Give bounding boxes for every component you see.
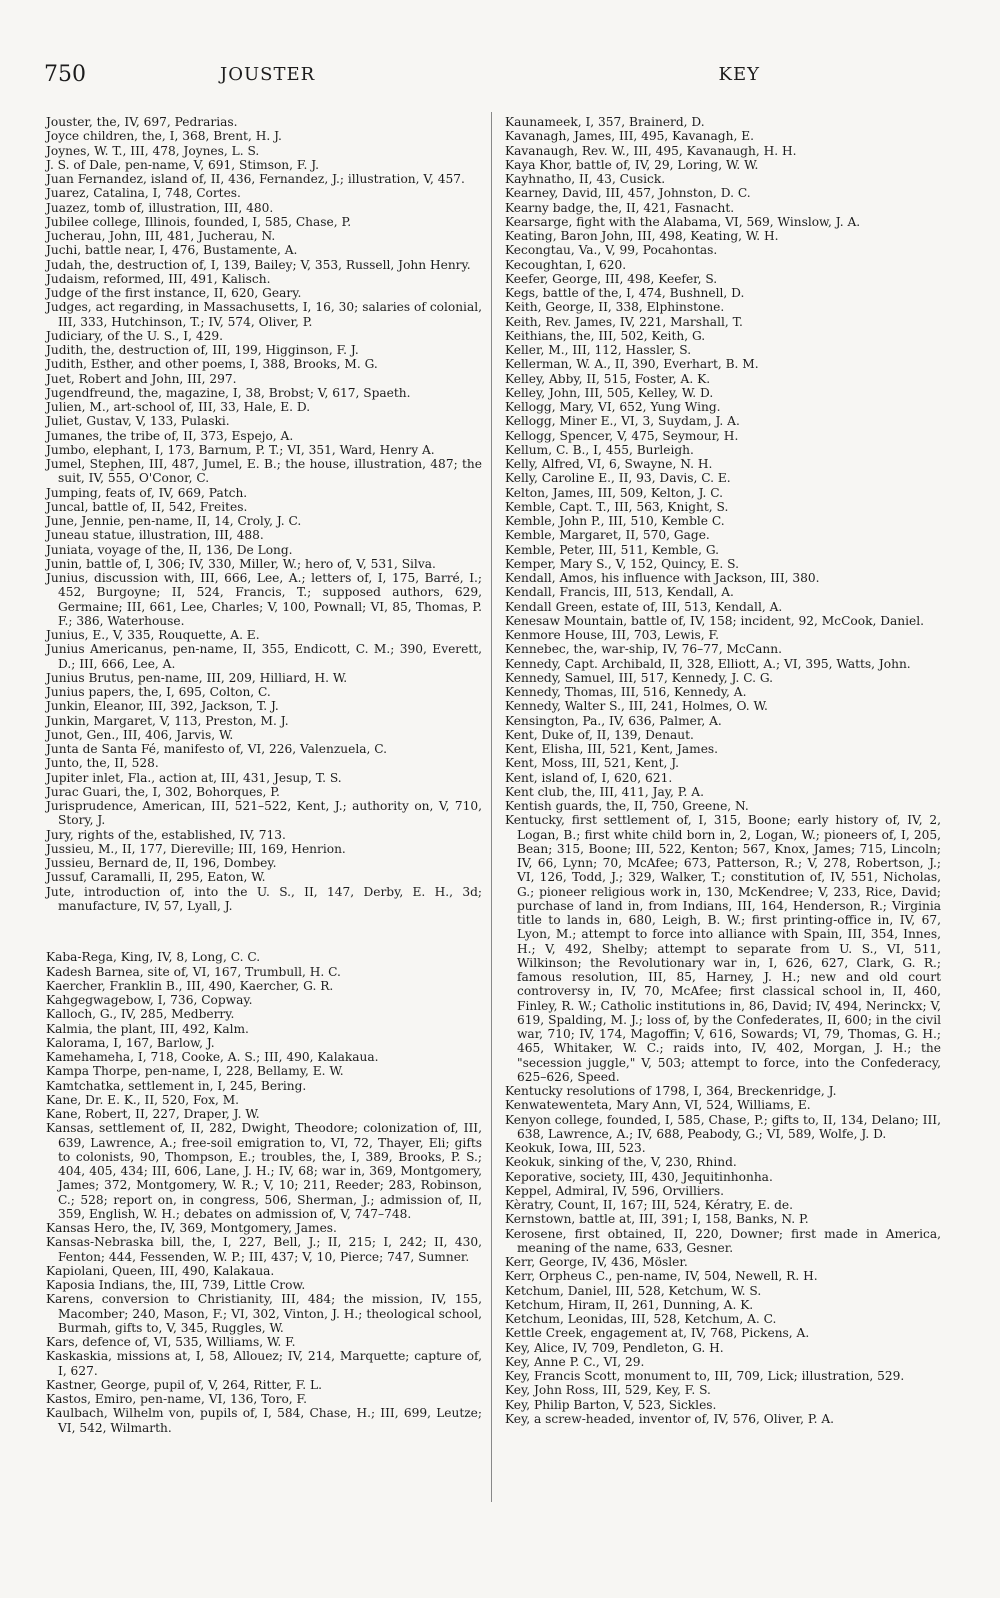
index-entry: Kent, Duke of, II, 139, Denaut. [505, 727, 694, 742]
index-entry: Karens, conversion to Christianity, III, 484; the mission, IV, 155, Macomber; 240, Mason, F.; VI, 302, Vinton, J. H.; theological school, Burmah, gifts to, V, 345, Ruggles, W. [46, 1292, 482, 1335]
index-entry: Kampa Thorpe, pen-name, I, 228, Bellamy, E. W. [46, 1064, 344, 1079]
index-entry: Jupiter inlet, Fla., action at, III, 431, Jesup, T. S. [46, 770, 342, 785]
index-entry: J. S. of Dale, pen-name, V, 691, Stimson, F. J. [46, 157, 320, 172]
index-entry: Kent club, the, III, 411, Jay, P. A. [505, 784, 704, 799]
index-entry: Kemble, Margaret, II, 570, Gage. [505, 528, 710, 543]
index-entry: Kerosene, first obtained, II, 220, Downer; first made in America, meaning of the name, 633, Gesner. [505, 1226, 941, 1255]
index-entry: Kansas, settlement of, II, 282, Dwight, Theodore; colonization of, III, 639, Lawrence, A.; free-soil emigration to, VI, 72, Thayer, Eli; gifts to colonists, 90, Thompson, E.; troubles, the, I, 389, Brooks, P. S.; 404, 405, 434; III, 606, Lane, J. H.; IV, 68; war in, 369, Montgomery, James; 372, Montgomery, W. R.; V, 10; 211, Reeder; 283, Robinson, C.; 528; report on, in congress, 506, Sherman, J.; admission of, II, 359, English, W. H.; debates on admission of, V, 747–748. [46, 1121, 482, 1221]
index-entry: Key, Philip Barton, V, 523, Sickles. [505, 1397, 717, 1412]
index-entry: Kemble, John P., III, 510, Kemble C. [505, 514, 725, 528]
index-entry: Kentucky, first settlement of, I, 315, Boone; early history of, IV, 2, Logan, B.; first white child born in, 2, Logan, W.; pioneers of, I, 205, Bean; 315, Boone; III, 522, Kenton; 567, Knox, James; 715, Lincoln; IV, 66, Lynn; 70, McAfee; 673, Patterson, R.; V, 278, Robertson, J.; VI, 126, Todd, J.; 329, Walker, T.; constitution of, IV, 551, Nicholas, G.; pioneer religious work in, 130, McKendree; V, 233, Rice, David; purchase of land in, from Indians, III, 164, Henderson, R.; Virginia title to lands in, 680, Leigh, B. W.; first printing-office in, IV, 67, Lyon, M.; attempt to force into alliance with Spain, III, 354, Innes, H.; V, 492, Shelby; attempt to separate from U. S., VI, 511, Wilkinson; the Revolutionary war in, I, 626, 627, Clark, G. R.; famous resolution, III, 85, Harney, J. H.; new and old court controversy in, IV, 70, McAfee; first classical school in, II, 460, Finley, R. W.; Catholic institutions in, 86, David; IV, 494, Nerinckx; V, 619, Spalding, M. J.; loss of, by the Confederates, II, 600; in the civil war, 710; IV, 174, Magoffin; V, 616, Sowards; VI, 79, Thomas, G. H.; 465, Whitaker, W. C.; raids into, IV, 402, Morgan, J. H.; the "secession juggle," V, 503; attempt to force, into the Confederacy, 625–626, Speed. [505, 813, 941, 1084]
index-entry: Kalmia, the plant, III, 492, Kalm. [46, 1021, 249, 1036]
index-entry: Jubilee college, Illinois, founded, I, 585, Chase, P. [46, 214, 352, 229]
index-entry: Kettle Creek, engagement at, IV, 768, Pickens, A. [505, 1326, 810, 1341]
index-entry: Kentucky resolutions of 1798, I, 364, Breckenridge, J. [505, 1084, 837, 1098]
index-entry: Kellogg, Spencer, V, 475, Seymour, H. [505, 428, 739, 443]
index-entry: Julien, M., art-school of, III, 33, Hale, E. D. [46, 400, 311, 414]
index-entry: Jumping, feats of, IV, 669, Patch. [46, 485, 248, 500]
index-entry: June, Jennie, pen-name, II, 14, Croly, J. C. [46, 514, 302, 528]
index-entry: Kecongtau, Va., V, 99, Pocahontas. [505, 243, 718, 258]
index-entry: Jussuf, Caramalli, II, 295, Eaton, W. [46, 870, 266, 885]
section-gap [46, 925, 482, 938]
index-entry: Judith, Esther, and other poems, I, 388, Brooks, M. G. [46, 357, 378, 372]
index-entry: Keefer, George, III, 498, Keefer, S. [505, 271, 718, 286]
index-entry: Kalorama, I, 167, Barlow, J. [46, 1035, 215, 1050]
index-entry: Kendall, Francis, III, 513, Kendall, A. [505, 585, 734, 600]
index-entry: Ketchum, Leonidas, III, 528, Ketchum, A. C. [505, 1312, 777, 1326]
index-entry: Juan Fernandez, island of, II, 436, Fernandez, J.; illustration, V, 457. [46, 172, 465, 186]
index-entry: Kaya Khor, battle of, IV, 29, Loring, W. W. [505, 157, 759, 172]
index-entry: Kadesh Barnea, site of, VI, 167, Trumbull, H. C. [46, 964, 341, 979]
index-entry: Kent, Moss, III, 521, Kent, J. [505, 756, 680, 771]
index-entry: Kayhnatho, II, 43, Cusick. [505, 172, 666, 186]
index-entry: Kentish guards, the, II, 750, Greene, N. [505, 799, 749, 813]
index-entry: Judiciary, of the U. S., I, 429. [46, 328, 223, 343]
index-entry: Kalloch, G., IV, 285, Medberry. [46, 1007, 235, 1022]
index-entry: Kaunameek, I, 357, Brainerd, D. [505, 115, 705, 129]
index-entry: Juchi, battle near, I, 476, Bustamente, A. [46, 243, 298, 258]
index-entry: Jumel, Stephen, III, 487, Jumel, E. B.; the house, illustration, 487; the suit, IV, 555, O'Conor, C. [46, 457, 482, 486]
index-entry: Keith, George, II, 338, Elphinstone. [505, 300, 725, 315]
index-entry: Kennedy, Thomas, III, 516, Kennedy, A. [505, 685, 747, 699]
index-entry: Junius Brutus, pen-name, III, 209, Hilliard, H. W. [46, 670, 348, 685]
index-entry: Keating, Baron John, III, 498, Keating, W. H. [505, 229, 779, 243]
index-entry: Kendall, Amos, his influence with Jackson, III, 380. [505, 571, 820, 585]
index-entry: Keithians, the, III, 502, Keith, G. [505, 328, 706, 343]
index-entry: Kenmore House, III, 703, Lewis, F. [505, 628, 719, 642]
index-entry: Kellerman, W. A., II, 390, Everhart, B. M. [505, 357, 759, 372]
index-entry: Kernstown, battle at, III, 391; I, 158, Banks, N. P. [505, 1212, 809, 1227]
index-entry: Judge of the first instance, II, 620, Geary. [46, 286, 302, 300]
index-entry: Judges, act regarding, in Massachusetts, I, 16, 30; salaries of colonial, III, 333, Hutchinson, T.; IV, 574, Oliver, P. [46, 300, 482, 329]
index-entry: Kendall Green, estate of, III, 513, Kendall, A. [505, 599, 783, 614]
index-entry: Junto, the, II, 528. [46, 756, 159, 771]
index-entry: Kent, island of, I, 620, 621. [505, 770, 673, 785]
index-entry: Kemble, Capt. T., III, 563, Knight, S. [505, 499, 729, 514]
index-entry: Kearny badge, the, II, 421, Fasnacht. [505, 200, 735, 215]
index-entry: Junius, discussion with, III, 666, Lee, A.; letters of, I, 175, Barré, I.; 452, Burgoyne; II, 524, Francis, T.; supposed authors, 629, Germaine; III, 661, Lee, Charles; V, 100, Pownall; VI, 85, Thomas, P. F.; 386, Waterhouse. [46, 571, 482, 628]
column-divider [491, 112, 492, 1502]
index-entry: Kavanaugh, Rev. W., III, 495, Kavanaugh, H. H. [505, 143, 797, 158]
index-entry: Jussieu, Bernard de, II, 196, Dombey. [46, 856, 277, 870]
index-entry: Kelton, James, III, 509, Kelton, J. C. [505, 485, 724, 500]
index-entry: Jury, rights of the, established, IV, 713. [46, 827, 286, 842]
index-entry: Kastos, Emiro, pen-name, VI, 136, Toro, F. [46, 1392, 307, 1407]
index-entry: Kansas Hero, the, IV, 369, Montgomery, James. [46, 1221, 337, 1236]
index-entry: Kemper, Mary S., V, 152, Quincy, E. S. [505, 556, 739, 571]
index-entry: Junin, battle of, I, 306; IV, 330, Miller, W.; hero of, V, 531, Silva. [46, 556, 436, 571]
index-entry: Kearney, David, III, 457, Johnston, D. C. [505, 186, 751, 201]
index-entry: Ketchum, Hiram, II, 261, Dunning, A. K. [505, 1297, 754, 1312]
index-entry: Jouster, the, IV, 697, Pedrarias. [46, 115, 238, 129]
index-entry: Judith, the, destruction of, III, 199, Higginson, F. J. [46, 343, 359, 357]
index-entry: Keporative, society, III, 430, Jequitinhonha. [505, 1169, 773, 1184]
index-entry: Kaba-Rega, King, IV, 8, Long, C. C. [46, 950, 261, 965]
index-entry: Ketchum, Daniel, III, 528, Ketchum, W. S. [505, 1283, 762, 1298]
index-entry: Kennedy, Walter S., III, 241, Holmes, O. W. [505, 699, 768, 714]
index-entry: Kastner, George, pupil of, V, 264, Ritter, F. L. [46, 1377, 322, 1392]
index-entry: Keppel, Admiral, IV, 596, Orvilliers. [505, 1183, 724, 1198]
index-column-left [46, 115, 482, 1435]
index-entry: Junius, E., V, 335, Rouquette, A. E. [46, 628, 260, 642]
index-entry: Kenesaw Mountain, battle of, IV, 158; incident, 92, McCook, Daniel. [505, 613, 924, 628]
index-entry: Jute, introduction of, into the U. S., II, 147, Derby, E. H., 3d; manufacture, IV, 57, Lyall, J. [46, 884, 482, 913]
index-entry: Kenyon college, founded, I, 585, Chase, P.; gifts to, II, 134, Delano; III, 638, Lawrence, A.; IV, 688, Peabody, G.; VI, 589, Wolfe, J. D. [505, 1112, 941, 1141]
index-entry: Junkin, Eleanor, III, 392, Jackson, T. J. [46, 699, 279, 714]
index-entry: Kelley, John, III, 505, Kelley, W. D. [505, 385, 714, 400]
index-entry: Kerr, George, IV, 436, Mösler. [505, 1255, 688, 1269]
index-entry: Kane, Robert, II, 227, Draper, J. W. [46, 1107, 260, 1122]
header-last-word: KEY [718, 64, 760, 85]
index-entry: Keokuk, sinking of the, V, 230, Rhind. [505, 1155, 737, 1170]
index-entry: Juliet, Gustav, V, 133, Pulaski. [46, 414, 230, 429]
index-entry: Kaulbach, Wilhelm von, pupils of, I, 584, Chase, H.; III, 699, Leutze; VI, 542, Wilmarth. [46, 1406, 482, 1435]
index-entry: Kecoughtan, I, 620. [505, 257, 627, 272]
index-entry: Kapiolani, Queen, III, 490, Kalakaua. [46, 1263, 275, 1278]
index-entry: Kent, Elisha, III, 521, Kent, James. [505, 742, 719, 756]
index-entry: Kennebec, the, war-ship, IV, 76–77, McCann. [505, 642, 782, 657]
index-entry: Junius Americanus, pen-name, II, 355, Endicott, C. M.; 390, Everett, D.; III, 666, Lee, A. [46, 642, 482, 671]
index-entry: Kennedy, Samuel, III, 517, Kennedy, J. C. G. [505, 670, 774, 685]
index-entry: Junius papers, the, I, 695, Colton, C. [46, 685, 271, 699]
index-entry: Kellogg, Miner E., VI, 3, Suydam, J. A. [505, 414, 740, 429]
index-entry: Juet, Robert and John, III, 297. [46, 371, 237, 386]
index-entry: Juniata, voyage of the, II, 136, De Long. [46, 542, 293, 557]
index-entry: Junta de Santa Fé, manifesto of, VI, 226, Valenzuela, C. [46, 742, 388, 756]
index-entry: Kaskaskia, missions at, I, 58, Allouez; IV, 214, Marquette; capture of, I, 627. [46, 1349, 482, 1378]
index-entry: Kelley, Abby, II, 515, Foster, A. K. [505, 371, 711, 386]
index-entry: Juneau statue, illustration, III, 488. [46, 528, 264, 543]
index-entry: Kars, defence of, VI, 535, Williams, W. F. [46, 1335, 296, 1350]
index-entry: Key, a screw-headed, inventor of, IV, 576, Oliver, P. A. [505, 1411, 835, 1426]
index-entry: Juazez, tomb of, illustration, III, 480. [46, 200, 274, 215]
index-entry: Junot, Gen., III, 406, Jarvis, W. [46, 727, 234, 742]
index-entry: Kamehameha, I, 718, Cooke, A. S.; III, 490, Kalakaua. [46, 1050, 379, 1065]
index-entry: Kavanagh, James, III, 495, Kavanagh, E. [505, 129, 754, 144]
index-entry: Juarez, Catalina, I, 748, Cortes. [46, 186, 241, 201]
index-entry: Kennedy, Capt. Archibald, II, 328, Elliott, A.; VI, 395, Watts, John. [505, 656, 911, 671]
index-entry: Key, Anne P. C., VI, 29. [505, 1354, 645, 1369]
index-entry: Kearsarge, fight with the Alabama, VI, 569, Winslow, J. A. [505, 214, 861, 229]
index-entry: Kerr, Orpheus C., pen-name, IV, 504, Newell, R. H. [505, 1269, 818, 1284]
index-entry: Kèratry, Count, II, 167; III, 524, Kératry, E. de. [505, 1198, 793, 1212]
index-entry: Kenwatewenteta, Mary Ann, VI, 524, Williams, E. [505, 1098, 811, 1113]
index-entry: Kahgegwagebow, I, 736, Copway. [46, 993, 253, 1008]
index-entry: Junkin, Margaret, V, 113, Preston, M. J. [46, 713, 289, 728]
index-entry: Jucherau, John, III, 481, Jucherau, N. [46, 229, 276, 243]
index-entry: Joynes, W. T., III, 478, Joynes, L. S. [46, 143, 260, 158]
index-entry: Judaism, reformed, III, 491, Kalisch. [46, 271, 271, 286]
index-entry: Kellogg, Mary, VI, 652, Yung Wing. [505, 400, 721, 414]
index-entry: Kegs, battle of the, I, 474, Bushnell, D. [505, 286, 745, 300]
index-entry: Key, Alice, IV, 709, Pendleton, G. H. [505, 1340, 724, 1355]
index-entry: Jumanes, the tribe of, II, 373, Espejo, A. [46, 428, 294, 443]
index-entry: Kemble, Peter, III, 511, Kemble, G. [505, 542, 719, 557]
index-entry: Joyce children, the, I, 368, Brent, H. J. [46, 129, 282, 144]
index-column-right [505, 115, 941, 1426]
index-entry: Kamtchatka, settlement in, I, 245, Bering. [46, 1078, 307, 1093]
index-entry: Kaposia Indians, the, III, 739, Little Crow. [46, 1278, 306, 1293]
index-entry: Kane, Dr. E. K., II, 520, Fox, M. [46, 1092, 240, 1107]
index-entry: Kellum, C. B., I, 455, Burleigh. [505, 442, 694, 457]
index-entry: Key, Francis Scott, monument to, III, 709, Lick; illustration, 529. [505, 1369, 905, 1383]
index-entry: Kelly, Alfred, VI, 6, Swayne, N. H. [505, 457, 713, 471]
index-entry: Kensington, Pa., IV, 636, Palmer, A. [505, 713, 722, 728]
index-entry: Keith, Rev. James, IV, 221, Marshall, T. [505, 314, 743, 329]
index-entry: Kelly, Caroline E., II, 93, Davis, C. E. [505, 471, 731, 486]
index-entry: Jumbo, elephant, I, 173, Barnum, P. T.; VI, 351, Ward, Henry A. [46, 442, 435, 457]
index-entry: Kansas-Nebraska bill, the, I, 227, Bell, J.; II, 215; I, 242; II, 430, Fenton; 444, Fessenden, W. P.; III, 437; V, 10, Pierce; 747, Sumner. [46, 1235, 482, 1264]
index-entry: Jurisprudence, American, III, 521–522, Kent, J.; authority on, V, 710, Story, J. [46, 799, 482, 828]
running-header [40, 62, 960, 94]
index-entry: Keokuk, Iowa, III, 523. [505, 1141, 646, 1155]
index-entry: Judah, the, destruction of, I, 139, Bailey; V, 353, Russell, John Henry. [46, 257, 471, 272]
index-entry: Jussieu, M., II, 177, Diereville; III, 169, Henrion. [46, 841, 346, 856]
page-number: 750 [44, 62, 86, 87]
header-first-word: JOUSTER [220, 64, 316, 85]
index-entry: Keller, M., III, 112, Hassler, S. [505, 343, 692, 357]
index-entry: Jurac Guari, the, I, 302, Bohorques, P. [46, 784, 280, 799]
index-entry: Jugendfreund, the, magazine, I, 38, Brobst; V, 617, Spaeth. [46, 385, 411, 400]
index-entry: Key, John Ross, III, 529, Key, F. S. [505, 1383, 711, 1398]
index-entry: Juncal, battle of, II, 542, Freites. [46, 499, 248, 514]
index-entry: Kaercher, Franklin B., III, 490, Kaercher, G. R. [46, 978, 334, 993]
